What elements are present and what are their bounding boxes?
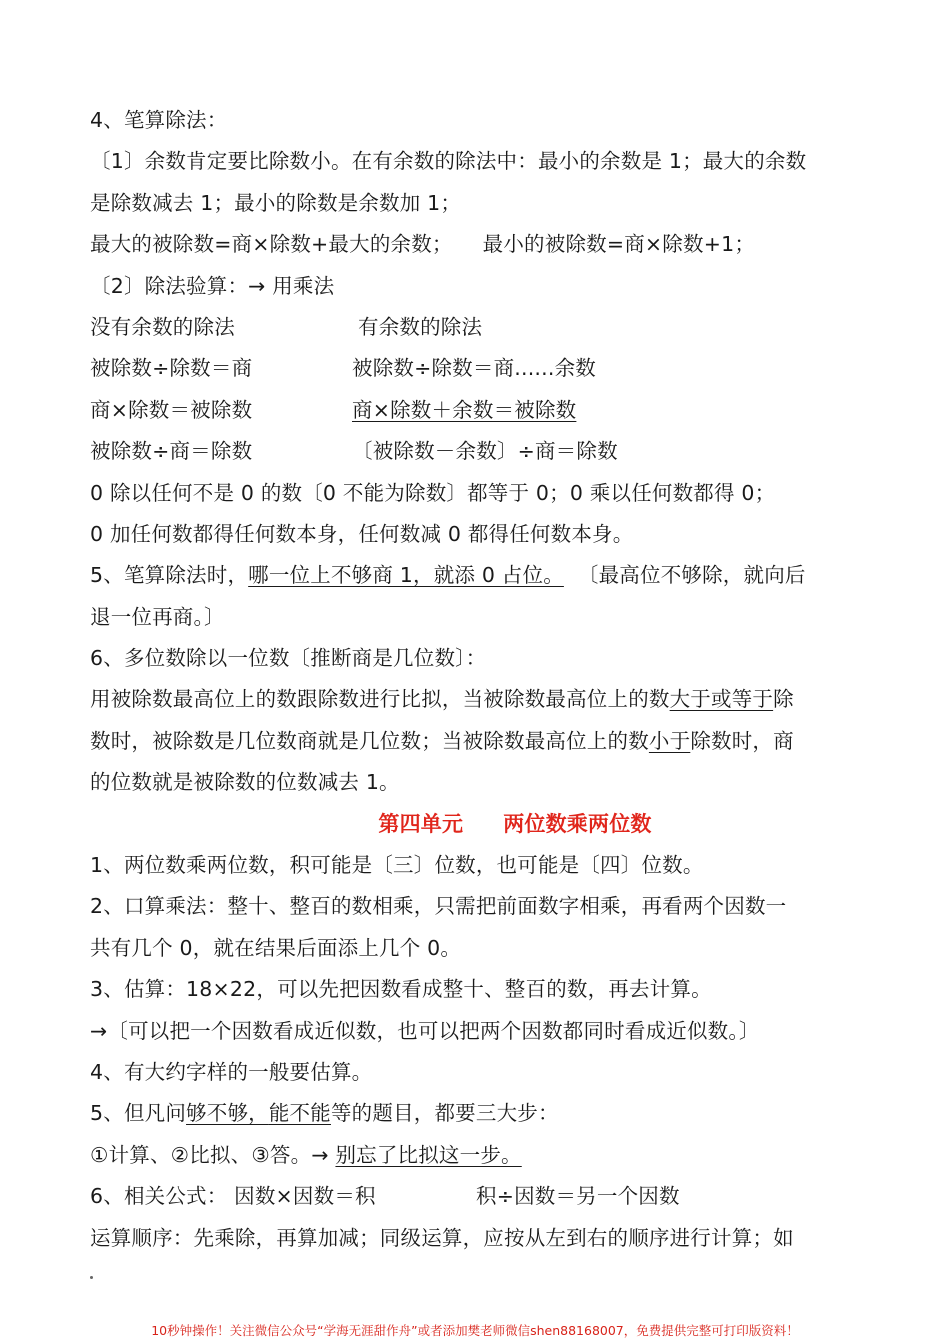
col-left: 6、相关公式： 因数×因数＝积 bbox=[90, 1184, 376, 1209]
document-body bbox=[90, 100, 870, 1259]
text-line: 4、有大约字样的一般要估算。 bbox=[90, 1059, 373, 1084]
text-line: 的位数就是被除数的位数减去 1。 bbox=[90, 770, 400, 795]
text-line: 〔2〕除法验算：→ 用乘法 bbox=[90, 273, 335, 298]
text-line: 4、笔算除法： bbox=[90, 108, 228, 132]
text-line: 1、两位数乘两位数，积可能是〔三〕位数，也可能是〔四〕位数。 bbox=[90, 853, 704, 878]
footer-promo: 10秒钟操作！关注微信公众号“学海无涯甜作舟”或者添加樊老师微信shen88168007，免费提供完整可打印版资料！ bbox=[151, 1323, 799, 1338]
text-span: 数时，被除数是几位数商就是几位数；当被除数最高位上的数 bbox=[90, 728, 649, 753]
heading-unit: 第四单元 bbox=[378, 811, 464, 836]
underlined-text: 大于或等于 bbox=[669, 687, 774, 712]
text-line bbox=[90, 431, 870, 472]
text-line bbox=[90, 555, 870, 596]
text-line bbox=[90, 1176, 870, 1217]
underlined-text: 哪一位上不够商 1，就添 0 占位。 bbox=[248, 563, 564, 588]
text-span: 5、笔算除法时， bbox=[90, 563, 249, 588]
text-span: 除数时，商 bbox=[690, 728, 794, 753]
text-line: →〔可以把一个因数看成近似数，也可以把两个因数都同时看成近似数。〕 bbox=[90, 1018, 760, 1043]
text-line: 6、多位数除以一位数〔推断商是几位数〕： bbox=[90, 646, 487, 671]
text-line: 〔1〕余数肯定要比除数小。在有余数的除法中：最小的余数是 1；最大的余数 bbox=[90, 149, 807, 174]
text-line: 2、口算乘法：整十、整百的数相乘，只需把前面数字相乘，再看两个因数一 bbox=[90, 894, 787, 919]
col-right: 〔被除数－余数〕÷商＝除数 bbox=[352, 439, 618, 464]
text-line bbox=[90, 348, 870, 389]
col-left: 被除数÷商＝除数 bbox=[90, 439, 253, 464]
text-line: 共有几个 0，就在结果后面添上几个 0。 bbox=[90, 935, 462, 960]
text-line bbox=[90, 1093, 870, 1134]
underlined-text: 别忘了比拟这一步。 bbox=[335, 1142, 522, 1167]
text-span: 〔最高位不够除，就向后 bbox=[577, 563, 806, 588]
text-line: 运算顺序：先乘除，再算加减；同级运算，应按从左到右的顺序进行计算；如 bbox=[90, 1225, 794, 1250]
text-line: 退一位再商。〕 bbox=[90, 604, 225, 629]
text-line: 3、估算：18×22，可以先把因数看成整十、整百的数，再去计算。 bbox=[90, 977, 712, 1002]
underlined-text: 小于 bbox=[648, 728, 691, 753]
text-span: 除 bbox=[773, 687, 794, 712]
text-line bbox=[90, 679, 870, 720]
text-line: 是除数减去 1；最小的除数是余数加 1； bbox=[90, 190, 462, 215]
text-line bbox=[90, 721, 870, 762]
underlined-text: 能不能 bbox=[268, 1101, 331, 1126]
col-right: 积÷因数＝另一个因数 bbox=[476, 1184, 680, 1209]
section-heading bbox=[90, 804, 870, 845]
text-span: ①计算、②比拟、③答。→ bbox=[90, 1142, 336, 1167]
text-line bbox=[90, 1135, 870, 1176]
text-span: 最小的被除数=商×除数+1； bbox=[482, 232, 756, 257]
col-left: 被除数÷除数＝商 bbox=[90, 356, 253, 381]
text-line bbox=[90, 224, 870, 265]
text-line: 0 加任何数都得任何数本身，任何数减 0 都得任何数本身。 bbox=[90, 521, 634, 546]
stray-dot bbox=[90, 1276, 93, 1279]
text-span: 最大的被除数=商×除数+最大的余数； bbox=[90, 232, 453, 257]
text-span: 等的题目，都要三大步： bbox=[330, 1101, 559, 1126]
text-line bbox=[90, 390, 870, 431]
text-span: 用被除数最高位上的数跟除数进行比拟，当被除数最高位上的数 bbox=[90, 687, 670, 712]
text-line bbox=[90, 307, 870, 348]
col-left: 没有余数的除法 bbox=[90, 314, 235, 339]
text-line: 0 除以任何不是 0 的数〔0 不能为除数〕都等于 0；0 乘以任何数都得 0； bbox=[90, 480, 776, 505]
col-right-underlined: 商×除数＋余数＝被除数 bbox=[352, 397, 577, 422]
text-span: 5、但凡问 bbox=[90, 1101, 187, 1126]
underlined-text: 够不够， bbox=[186, 1101, 269, 1126]
col-right: 被除数÷除数＝商......余数 bbox=[352, 356, 596, 381]
col-left: 商×除数＝被除数 bbox=[90, 397, 253, 422]
heading-title: 两位数乘两位数 bbox=[503, 811, 652, 836]
col-right: 有余数的除法 bbox=[358, 314, 483, 339]
